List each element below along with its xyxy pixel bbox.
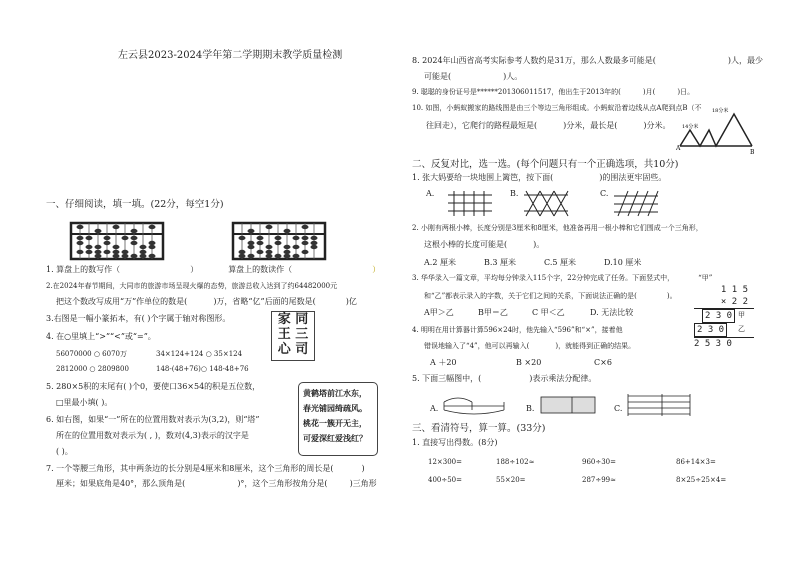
p2q2-option-b: B.3 厘米 bbox=[484, 258, 517, 267]
calc-row-yi: 2 3 0 bbox=[694, 323, 727, 337]
p2q3-option-a: A甲＞乙 bbox=[424, 308, 454, 317]
poem-line: 春光铺园绮疏风。 bbox=[303, 403, 367, 413]
q2-yi-prompt: )万，省略“亿”后面的尾数是( bbox=[213, 297, 316, 306]
q3-line: 3.右图是一幅小篆拓本，有( )个字属于轴对称图形。 bbox=[46, 314, 231, 323]
q7-apex-prompt: 厘米；如果底角是40°，那么顶角是( bbox=[56, 479, 186, 488]
p2q2-close: )。 bbox=[533, 240, 545, 249]
point-b-label: B bbox=[750, 149, 755, 156]
p2q4-close: )，就能得到正确的结果。 bbox=[555, 342, 636, 350]
calc-item: 400÷50= bbox=[428, 476, 462, 484]
calc-item: 55×20= bbox=[496, 476, 526, 484]
q9-day-prompt: )月( bbox=[642, 88, 656, 96]
calc-item: 287÷99≈ bbox=[582, 476, 616, 484]
q10-max-prompt: )分米，最长是( bbox=[563, 121, 618, 130]
poem-line: 黄鹤塔前江水东， bbox=[303, 388, 367, 398]
p2q3-line1 bbox=[412, 274, 712, 283]
calc-item: 86+14×3= bbox=[676, 458, 716, 466]
p2q2-option-d: D.10 厘米 bbox=[604, 258, 642, 267]
p2q2-option-c: C.5 厘米 bbox=[544, 258, 577, 267]
rectangle-area-diagram-b bbox=[540, 396, 596, 414]
p2q2-line2 bbox=[424, 240, 544, 250]
p2q5-option-c: C. bbox=[614, 404, 623, 413]
p2q5-prompt: 5. 下面三幅图中，( bbox=[412, 374, 482, 383]
section-three-heading: 三、看清符号，算一算。(33分) bbox=[412, 423, 546, 434]
segment-diagram-c bbox=[626, 390, 692, 420]
vertical-multiplication bbox=[694, 284, 754, 350]
yi-label: 乙 bbox=[738, 325, 745, 333]
q2-line2 bbox=[56, 297, 357, 307]
q4-r1c2: 34×124+124 ○ 35×124 bbox=[156, 350, 243, 358]
p2q4-option-b: B ×20 bbox=[516, 358, 542, 367]
q1-line bbox=[46, 265, 380, 275]
poem-line: 桃花一簇开无主， bbox=[303, 418, 367, 428]
p2q4-prompt: 错误地输入了“4”，他可以再输入( bbox=[424, 342, 530, 350]
fence-slant-icon bbox=[614, 191, 658, 217]
abacus-figure-left bbox=[70, 222, 164, 260]
q7-line2 bbox=[56, 479, 377, 489]
q7-perimeter-prompt: 7. 一个等腰三角形，其中两条边的长分别是4厘米和8厘米，这个三角形的周长是( bbox=[46, 464, 334, 473]
p2q1-close: )的围法更牢固些。 bbox=[599, 173, 667, 182]
ant-path-triangles-figure bbox=[676, 100, 756, 156]
p2q3-option-d: D. 无法比较 bbox=[590, 308, 634, 317]
q6-line2: 所在的位置用数对表示为( , )，数对(4,3)表示的汉字是 bbox=[56, 431, 249, 440]
page-title: 左云县2023-2024学年第二学期期末教学质量检测 bbox=[118, 50, 343, 61]
q2-wan-prompt: 把这个数改写成用“万”作单位的数是( bbox=[56, 297, 188, 306]
q9-day-close: )日。 bbox=[677, 88, 695, 96]
q5-line2: □里最小填( )。 bbox=[56, 398, 113, 407]
p2q3-option-c: C 甲＜乙 bbox=[532, 308, 565, 317]
q8-line1 bbox=[412, 56, 763, 66]
p2q3-close: )。 bbox=[666, 292, 677, 300]
q1-read-close: ） bbox=[372, 265, 381, 274]
q10-line2 bbox=[426, 121, 671, 131]
q9-month-prompt: 9. 聪聪的身份证号是******201306011517，他出生于2013年的( bbox=[412, 88, 621, 96]
p2q4-line2 bbox=[424, 342, 635, 351]
q8-min-prompt: )人，最少 bbox=[727, 56, 763, 65]
q6-line3: ( )。 bbox=[56, 447, 73, 456]
q1-read-prompt: 算盘上的数读作（ bbox=[228, 265, 293, 274]
seal-row: 心 司 bbox=[277, 342, 309, 357]
jia-label: 甲 bbox=[738, 311, 745, 319]
section-one-heading: 一、仔细阅读，填一填。(22分，每空1分) bbox=[46, 199, 224, 210]
p2q2-prompt: 这根小棒的长度可能是( bbox=[424, 240, 508, 249]
p2q1-prompt: 1. 张大妈要给一块地围上篱笆，按下面( bbox=[412, 173, 554, 182]
q10-max-close: )分米。 bbox=[643, 121, 671, 130]
q7-type-prompt: )°，这个三角形按角分是( bbox=[237, 479, 328, 488]
calc-item: 8×25÷25×4= bbox=[676, 476, 727, 484]
calc-item: 188÷102≈ bbox=[496, 458, 535, 466]
p2q5-line bbox=[412, 374, 596, 384]
q8-line2 bbox=[424, 72, 522, 82]
poem-grid-box bbox=[298, 382, 378, 456]
p2q1-line bbox=[412, 173, 666, 183]
p2q4-option-c: C×6 bbox=[594, 358, 612, 367]
q4-r2c2: 148-(48+76)○ 148-48+76 bbox=[156, 365, 249, 373]
length-18-label: 18分米 bbox=[712, 108, 729, 114]
p2q5-option-a: A. bbox=[430, 404, 439, 413]
section-two-heading: 二、反复对比，选一选。(每个问题只有一个正确选项，共10分) bbox=[412, 159, 679, 170]
q4-r2c1: 2812000 ○ 2809800 bbox=[56, 365, 129, 373]
p2q3-prompt: 和“乙”都表示录入的字数，关于它们之间的关系，下面说法正确的是( bbox=[424, 292, 637, 300]
q4-r1c1: 56070000 ○ 6070万 bbox=[56, 350, 128, 358]
poem-line: 可爱深红爱浅红？ bbox=[303, 433, 367, 443]
q7-type-close: )三角形 bbox=[349, 479, 377, 488]
p2q4-line1: 4. 明明在用计算器计算596×24时，他先输入“596”和“×”，接着他 bbox=[412, 326, 623, 334]
calc-row-result: 2 5 3 0 bbox=[694, 339, 732, 349]
p2q3-jia-ref: “甲” bbox=[698, 274, 713, 282]
p3-sub1-heading: 1. 直接写出得数。(8分) bbox=[412, 438, 498, 447]
seal-row: 王 三 bbox=[277, 327, 309, 342]
q8-min-open: 可能是( bbox=[424, 72, 452, 81]
q8-max-prompt: 8. 2024年山西省高考实际参考人数约是31万，那么人数最多可能是( bbox=[412, 56, 656, 65]
segment-diagram-a bbox=[442, 392, 506, 418]
q9-line bbox=[412, 88, 694, 97]
seal-script-figure bbox=[271, 311, 315, 361]
calc-item: 12×300= bbox=[428, 458, 462, 466]
calc-row-jia: 2 3 0 bbox=[702, 309, 735, 323]
q1-written-close: ） bbox=[190, 265, 199, 274]
length-14-label: 14分米 bbox=[682, 124, 699, 130]
calc-row-22: × 2 2 bbox=[694, 296, 754, 309]
p2q3-text: 3. 华华录入一篇文章，平均每分钟录入115个字，22分钟完成了任务。下面竖式中， bbox=[412, 274, 675, 282]
q10-min-prompt: 往回走），它爬行的路程最短是( bbox=[426, 121, 538, 130]
q4-line1: 4. 在○里填上“>”“<”或“=”。 bbox=[46, 332, 156, 341]
q2-line1: 2.在2024年春节期间，大同市的旅游市场呈现火爆的态势，旅游总收入达到了约64482000元 bbox=[46, 282, 338, 290]
q1-written-prompt: 1. 算盘上的数写作（ bbox=[46, 265, 121, 274]
fence-option-c: C. bbox=[600, 189, 609, 198]
p2q5-close: )表示乘法分配律。 bbox=[529, 374, 597, 383]
q7-perimeter-close: ) bbox=[361, 464, 365, 473]
q7-line1 bbox=[46, 464, 365, 474]
q5-line1: 5. 280×5积的末尾有( )个0，要使口36×54的积是五位数， bbox=[46, 382, 261, 391]
fence-grid-icon bbox=[448, 191, 492, 217]
q2-yi-close: )亿 bbox=[345, 297, 357, 306]
p2q2-line1: 2. 小刚有两根小棒，长度分别是3厘米和8厘米，他准备再用一根小棒和它们围成一个三角形， bbox=[412, 224, 703, 232]
p2q4-option-a: A ＋20 bbox=[430, 358, 457, 367]
q10-line1: 10. 如图，小蚂蚁搬家的路线图是由三个等边三角形组成。小蚂蚁沿着边线从点A爬到点B（不 bbox=[412, 104, 702, 112]
q6-line1: 6. 如右图，如果“一”所在的位置用数对表示为(3,2)，则“塔” bbox=[46, 415, 260, 424]
fence-cross-icon bbox=[524, 191, 568, 217]
p2q5-option-b: B. bbox=[526, 404, 535, 413]
p2q2-option-a: A.2 厘米 bbox=[424, 258, 456, 267]
abacus-figure-right bbox=[232, 222, 326, 260]
p2q3-line2 bbox=[424, 292, 677, 301]
calc-item: 960÷30= bbox=[582, 458, 616, 466]
q8-min-close: )人。 bbox=[503, 72, 523, 81]
fence-option-b: B. bbox=[510, 189, 519, 198]
point-a-label: A bbox=[676, 145, 681, 152]
fence-option-a: A. bbox=[426, 189, 435, 198]
p2q3-option-b: B甲＝乙 bbox=[478, 308, 508, 317]
seal-row: 家 同 bbox=[277, 312, 309, 327]
calc-row-115: 1 1 5 bbox=[720, 285, 748, 295]
